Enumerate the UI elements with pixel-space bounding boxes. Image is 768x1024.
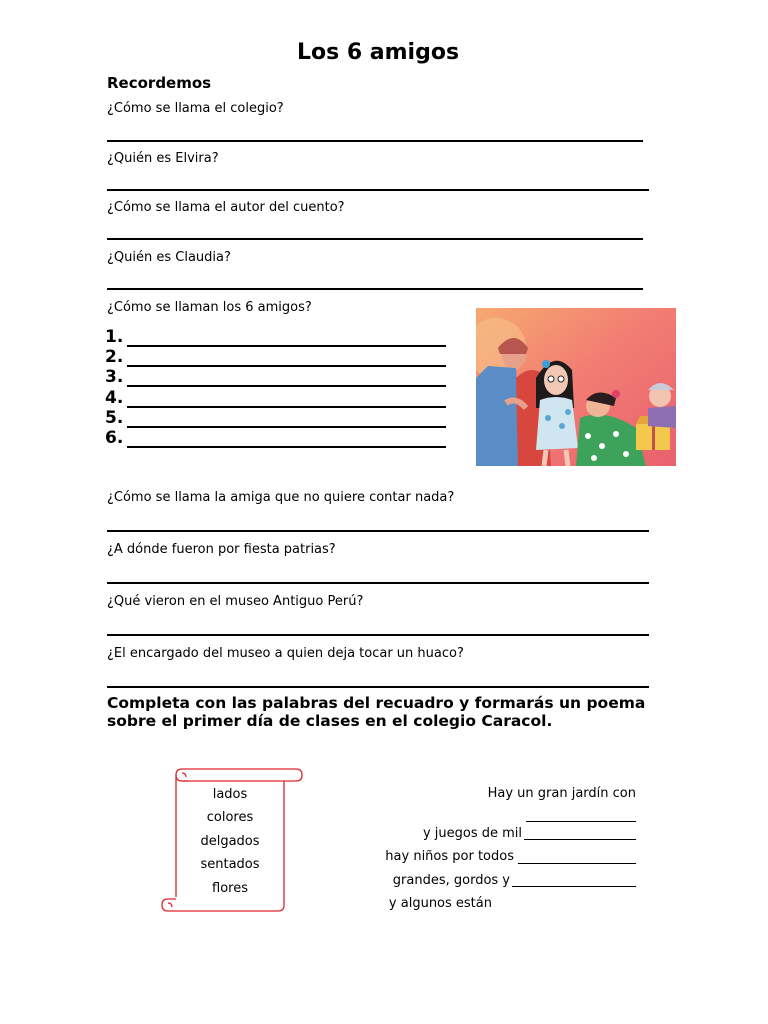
word-bank-item: flores [212, 881, 248, 896]
numbered-answer[interactable] [105, 347, 455, 367]
answer-number: 2. [105, 347, 124, 367]
answer-number: 3. [105, 367, 124, 387]
question-museum: ¿Qué vieron en el museo Antiguo Perú? [107, 594, 364, 609]
poem-blank[interactable] [512, 874, 636, 887]
answer-line[interactable] [107, 686, 649, 688]
question-huaco: ¿El encargado del museo a quien deja tocar un huaco? [107, 646, 464, 661]
answer-line[interactable] [107, 582, 649, 584]
answer-line[interactable] [107, 288, 643, 290]
question-claudia: ¿Quién es Claudia? [107, 250, 231, 265]
poem-line: y juegos de mil [422, 826, 522, 841]
answer-line[interactable] [107, 238, 643, 240]
numbered-answer[interactable] [105, 367, 455, 387]
answer-line[interactable] [107, 189, 649, 191]
poem [340, 780, 640, 910]
poem-instruction: Completa con las palabras del recuadro y formarás un poema sobre el primer día de clases en el colegio Caracol. [107, 694, 646, 730]
word-bank-item: delgados [200, 834, 260, 849]
numbered-answer[interactable] [105, 388, 455, 408]
poem-blank[interactable] [526, 809, 636, 822]
story-illustration [476, 308, 676, 466]
question-quiet-friend: ¿Cómo se llama la amiga que no quiere contar nada? [107, 490, 455, 505]
word-bank-item: colores [206, 810, 254, 825]
numbered-answer[interactable] [105, 428, 455, 448]
question-six-friends: ¿Cómo se llaman los 6 amigos? [107, 300, 312, 315]
poem-line: grandes, gordos y [392, 873, 510, 888]
poem-line: hay niños por todos [385, 849, 514, 864]
poem-blank[interactable] [518, 851, 636, 864]
word-bank-item: lados [212, 787, 248, 802]
question-author: ¿Cómo se llama el autor del cuento? [107, 200, 345, 215]
answer-line[interactable] [107, 530, 649, 532]
question-elvira: ¿Quién es Elvira? [107, 151, 219, 166]
word-bank-item: sentados [200, 857, 260, 872]
answer-line[interactable] [107, 140, 643, 142]
page-title: Los 6 amigos [296, 40, 460, 65]
answer-number: 6. [105, 428, 124, 448]
poem-line: Hay un gran jardín con [487, 786, 636, 801]
poem-blank[interactable] [524, 827, 636, 840]
numbered-answer[interactable] [105, 327, 455, 347]
numbered-answer[interactable] [105, 408, 455, 428]
answer-number: 1. [105, 327, 124, 347]
poem-line: y algunos están [388, 896, 492, 910]
section-heading: Recordemos [107, 74, 212, 92]
question-holiday-trip: ¿A dónde fueron por fiesta patrias? [107, 542, 336, 557]
answer-line[interactable] [107, 634, 649, 636]
answer-number: 5. [105, 408, 124, 428]
question-school-name: ¿Cómo se llama el colegio? [107, 101, 284, 116]
answer-number: 4. [105, 388, 124, 408]
